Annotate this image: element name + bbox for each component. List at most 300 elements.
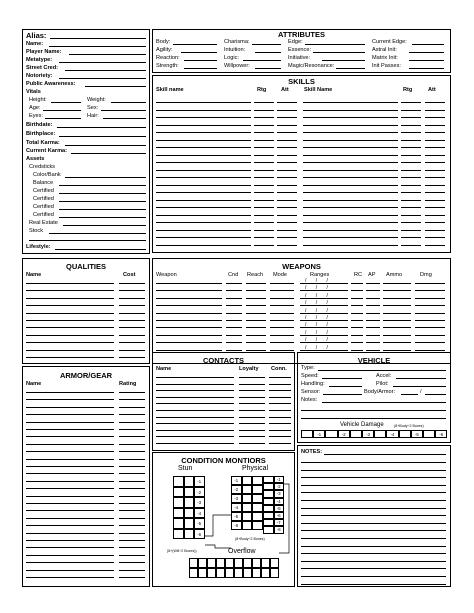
overflow-box[interactable] <box>189 568 198 578</box>
overflow-box[interactable] <box>216 558 225 568</box>
vehicle-damage-box[interactable] <box>374 430 386 438</box>
weapon-cnd-field[interactable] <box>226 320 242 321</box>
weapon-ammo-field[interactable] <box>383 350 411 351</box>
weapon-rc-field[interactable] <box>351 313 363 314</box>
notes-line[interactable] <box>301 576 446 577</box>
physical-box[interactable]: -8 <box>274 526 285 533</box>
skill-name-field-right[interactable] <box>303 125 398 126</box>
skill-att-field-right[interactable] <box>425 155 445 156</box>
attribute-field[interactable] <box>305 44 366 45</box>
overflow-box[interactable] <box>207 568 216 578</box>
quality-cost-field[interactable] <box>119 313 145 314</box>
contact-conn-field[interactable] <box>269 430 291 431</box>
skill-name-field-right[interactable] <box>303 140 398 141</box>
physical-box[interactable]: -7 <box>274 519 285 526</box>
street-cred-field[interactable] <box>65 70 146 71</box>
attribute-field[interactable] <box>255 52 281 53</box>
vehicle-damage-box[interactable] <box>399 430 411 438</box>
weapon-mode-field[interactable] <box>270 335 294 336</box>
overflow-box[interactable] <box>243 568 252 578</box>
weapon-reach-field[interactable] <box>246 313 266 314</box>
armor-name-field[interactable] <box>26 466 114 467</box>
vehicle-handling-field[interactable] <box>329 386 362 387</box>
weapon-dmg-field[interactable] <box>415 350 445 351</box>
certified-field[interactable] <box>59 193 146 194</box>
skill-att-field[interactable] <box>277 102 297 103</box>
skill-rtg-field-right[interactable] <box>401 177 421 178</box>
weapon-ranges-line[interactable] <box>300 298 348 299</box>
weapon-ap-field[interactable] <box>366 290 380 291</box>
attribute-field[interactable] <box>409 60 444 61</box>
contact-conn-field[interactable] <box>269 390 291 391</box>
armor-name-field[interactable] <box>26 451 114 452</box>
skill-name-field[interactable] <box>156 117 251 118</box>
certified-field[interactable] <box>59 217 146 218</box>
quality-name-field[interactable] <box>26 313 114 314</box>
stun-box[interactable]: -5 <box>194 518 205 529</box>
skill-name-field-right[interactable] <box>303 110 398 111</box>
sex-field[interactable] <box>101 110 146 111</box>
weapon-ranges-field[interactable]: / / / <box>305 322 332 329</box>
physical-box[interactable]: -4 <box>274 498 285 505</box>
attribute-field[interactable] <box>181 52 217 53</box>
armor-name-field[interactable] <box>26 459 114 460</box>
weapon-reach-field[interactable] <box>246 305 266 306</box>
attribute-field[interactable] <box>313 52 365 53</box>
weapon-rc-field[interactable] <box>351 350 363 351</box>
weapon-name-field[interactable] <box>156 335 222 336</box>
weapon-ranges-line[interactable] <box>300 283 348 284</box>
notes-line[interactable] <box>301 538 446 539</box>
vehicle-body-field[interactable] <box>401 394 418 395</box>
physical-box[interactable]: -2 <box>231 485 242 494</box>
weapon-ranges-field[interactable]: / / / <box>305 278 332 284</box>
weapon-dmg-field[interactable] <box>415 298 445 299</box>
attribute-field[interactable] <box>409 68 444 69</box>
physical-box[interactable]: -3 <box>274 490 285 497</box>
skill-att-field-right[interactable] <box>425 237 445 238</box>
skill-name-field-right[interactable] <box>303 185 398 186</box>
skill-name-field[interactable] <box>156 140 251 141</box>
skill-rtg-field[interactable] <box>254 117 274 118</box>
armor-name-field[interactable] <box>26 473 114 474</box>
skill-rtg-field[interactable] <box>254 162 274 163</box>
weapon-ap-field[interactable] <box>366 342 380 343</box>
skill-name-field[interactable] <box>156 200 251 201</box>
overflow-box[interactable] <box>252 568 261 578</box>
quality-name-field[interactable] <box>26 327 114 328</box>
weapon-reach-field[interactable] <box>246 335 266 336</box>
notes-line[interactable] <box>301 508 446 509</box>
weapon-rc-field[interactable] <box>351 327 363 328</box>
weapon-ranges-line[interactable] <box>300 290 348 291</box>
birthplace-field[interactable] <box>59 136 146 137</box>
vehicle-notes-field[interactable] <box>301 418 446 419</box>
quality-cost-field[interactable] <box>119 327 145 328</box>
skill-rtg-field-right[interactable] <box>401 200 421 201</box>
vehicle-damage-box[interactable]: -2 <box>338 430 350 438</box>
vehicle-speed-field[interactable] <box>322 378 362 379</box>
armor-rating-field[interactable] <box>119 429 145 430</box>
skill-name-field-right[interactable] <box>303 102 398 103</box>
notes-line[interactable] <box>301 485 446 486</box>
weapon-ammo-field[interactable] <box>383 313 411 314</box>
skill-att-field-right[interactable] <box>425 140 445 141</box>
armor-name-field[interactable] <box>26 547 114 548</box>
weapon-mode-field[interactable] <box>270 298 294 299</box>
weapon-ranges-line[interactable] <box>300 327 348 328</box>
quality-cost-field[interactable] <box>119 357 145 358</box>
armor-name-field[interactable] <box>26 392 114 393</box>
skill-att-field-right[interactable] <box>425 185 445 186</box>
total-karma-field[interactable] <box>65 145 146 146</box>
weapon-dmg-field[interactable] <box>415 320 445 321</box>
contact-conn-field[interactable] <box>269 403 291 404</box>
vehicle-notes-field[interactable] <box>322 402 446 403</box>
vehicle-damage-box[interactable] <box>423 430 435 438</box>
notes-line[interactable] <box>301 470 446 471</box>
overflow-box[interactable] <box>270 568 279 578</box>
quality-name-field[interactable] <box>26 350 114 351</box>
contact-name-field[interactable] <box>156 443 234 444</box>
armor-rating-field[interactable] <box>119 510 145 511</box>
contact-loyalty-field[interactable] <box>239 430 265 431</box>
attribute-field[interactable] <box>243 60 281 61</box>
skill-name-field[interactable] <box>156 162 251 163</box>
stun-box[interactable]: -6 <box>194 529 205 540</box>
contact-conn-field[interactable] <box>269 410 291 411</box>
skill-name-field-right[interactable] <box>303 207 398 208</box>
armor-name-field[interactable] <box>26 577 114 578</box>
contact-conn-field[interactable] <box>269 423 291 424</box>
overflow-box[interactable] <box>261 568 270 578</box>
armor-rating-field[interactable] <box>119 533 145 534</box>
skill-att-field[interactable] <box>277 125 297 126</box>
skill-rtg-field-right[interactable] <box>401 207 421 208</box>
notes-line[interactable] <box>301 492 446 493</box>
overflow-box[interactable] <box>198 558 207 568</box>
weapon-ranges-line[interactable] <box>300 342 348 343</box>
weapon-dmg-field[interactable] <box>415 335 445 336</box>
skill-rtg-field[interactable] <box>254 237 274 238</box>
stock-field[interactable] <box>49 233 146 234</box>
skill-att-field[interactable] <box>277 215 297 216</box>
armor-rating-field[interactable] <box>119 481 145 482</box>
stun-box[interactable]: -2 <box>194 487 205 498</box>
skill-rtg-field[interactable] <box>254 170 274 171</box>
lifestyle-field[interactable] <box>55 249 146 250</box>
skill-att-field[interactable] <box>277 237 297 238</box>
skill-att-field[interactable] <box>277 110 297 111</box>
weapon-rc-field[interactable] <box>351 298 363 299</box>
overflow-box[interactable] <box>207 558 216 568</box>
contact-loyalty-field[interactable] <box>239 443 265 444</box>
skill-name-field[interactable] <box>156 230 251 231</box>
armor-name-field[interactable] <box>26 533 114 534</box>
contact-name-field[interactable] <box>156 410 234 411</box>
skill-rtg-field-right[interactable] <box>401 155 421 156</box>
overflow-box[interactable] <box>225 558 234 568</box>
skill-name-field-right[interactable] <box>303 170 398 171</box>
armor-name-field[interactable] <box>26 496 114 497</box>
skill-name-field[interactable] <box>156 222 251 223</box>
metatype-field[interactable] <box>59 62 146 63</box>
skill-att-field-right[interactable] <box>425 230 445 231</box>
physical-box[interactable]: -3 <box>231 494 242 503</box>
attribute-field[interactable] <box>409 52 444 53</box>
armor-rating-field[interactable] <box>119 562 145 563</box>
skill-rtg-field[interactable] <box>254 207 274 208</box>
weapon-reach-field[interactable] <box>246 320 266 321</box>
notes-line[interactable] <box>301 584 446 585</box>
vehicle-pilot-field[interactable] <box>393 386 446 387</box>
skill-rtg-field-right[interactable] <box>401 102 421 103</box>
attribute-field[interactable] <box>184 68 217 69</box>
overflow-box[interactable] <box>234 558 243 568</box>
skill-name-field[interactable] <box>156 102 251 103</box>
armor-rating-field[interactable] <box>119 525 145 526</box>
weapon-ap-field[interactable] <box>366 327 380 328</box>
weapon-ap-field[interactable] <box>366 298 380 299</box>
skill-att-field-right[interactable] <box>425 200 445 201</box>
weapon-ammo-field[interactable] <box>383 320 411 321</box>
physical-box[interactable]: -5 <box>274 505 285 512</box>
skill-rtg-field-right[interactable] <box>401 140 421 141</box>
quality-name-field[interactable] <box>26 335 114 336</box>
armor-name-field[interactable] <box>26 481 114 482</box>
skill-name-field[interactable] <box>156 155 251 156</box>
skill-rtg-field-right[interactable] <box>401 245 421 246</box>
weapon-rc-field[interactable] <box>351 320 363 321</box>
weapon-rc-field[interactable] <box>351 305 363 306</box>
skill-name-field-right[interactable] <box>303 147 398 148</box>
skill-name-field[interactable] <box>156 132 251 133</box>
weapon-dmg-field[interactable] <box>415 342 445 343</box>
armor-rating-field[interactable] <box>119 407 145 408</box>
weapon-rc-field[interactable] <box>351 283 363 284</box>
skill-rtg-field-right[interactable] <box>401 230 421 231</box>
contact-conn-field[interactable] <box>269 397 291 398</box>
skill-att-field-right[interactable] <box>425 170 445 171</box>
attribute-field[interactable] <box>255 68 281 69</box>
certified-field[interactable] <box>59 201 146 202</box>
quality-cost-field[interactable] <box>119 342 145 343</box>
vehicle-damage-box[interactable]: -6 <box>435 430 447 438</box>
armor-name-field[interactable] <box>26 444 114 445</box>
overflow-box[interactable] <box>243 558 252 568</box>
quality-cost-field[interactable] <box>119 298 145 299</box>
contact-name-field[interactable] <box>156 417 234 418</box>
weapon-mode-field[interactable] <box>270 350 294 351</box>
skill-rtg-field[interactable] <box>254 185 274 186</box>
quality-name-field[interactable] <box>26 283 114 284</box>
physical-box[interactable]: -1 <box>274 476 285 483</box>
weapon-dmg-field[interactable] <box>415 290 445 291</box>
armor-rating-field[interactable] <box>119 414 145 415</box>
quality-cost-field[interactable] <box>119 335 145 336</box>
contact-name-field[interactable] <box>156 430 234 431</box>
stun-box[interactable]: -4 <box>194 508 205 519</box>
armor-name-field[interactable] <box>26 570 114 571</box>
weapon-dmg-field[interactable] <box>415 313 445 314</box>
weapon-ranges-line[interactable] <box>300 313 348 314</box>
weight-field[interactable] <box>111 102 146 103</box>
weapon-rc-field[interactable] <box>351 290 363 291</box>
armor-rating-field[interactable] <box>119 399 145 400</box>
weapon-ap-field[interactable] <box>366 320 380 321</box>
skill-att-field-right[interactable] <box>425 192 445 193</box>
notes-line[interactable] <box>301 546 446 547</box>
color-bank-field[interactable] <box>65 177 146 178</box>
armor-rating-field[interactable] <box>119 488 145 489</box>
weapon-rc-field[interactable] <box>351 342 363 343</box>
alias-field[interactable] <box>50 38 146 39</box>
weapon-name-field[interactable] <box>156 350 222 351</box>
weapon-name-field[interactable] <box>156 298 222 299</box>
vehicle-armor-field[interactable] <box>425 394 446 395</box>
armor-rating-field[interactable] <box>119 473 145 474</box>
weapon-mode-field[interactable] <box>270 313 294 314</box>
weapon-reach-field[interactable] <box>246 342 266 343</box>
skill-rtg-field-right[interactable] <box>401 117 421 118</box>
weapon-cnd-field[interactable] <box>226 335 242 336</box>
weapon-mode-field[interactable] <box>270 305 294 306</box>
skill-rtg-field[interactable] <box>254 125 274 126</box>
armor-rating-field[interactable] <box>119 540 145 541</box>
armor-rating-field[interactable] <box>119 392 145 393</box>
weapon-name-field[interactable] <box>156 290 222 291</box>
skill-att-field-right[interactable] <box>425 222 445 223</box>
armor-name-field[interactable] <box>26 518 114 519</box>
contact-loyalty-field[interactable] <box>239 390 265 391</box>
weapon-ranges-line[interactable] <box>300 350 348 351</box>
certified-field[interactable] <box>59 209 146 210</box>
skill-rtg-field-right[interactable] <box>401 215 421 216</box>
skill-rtg-field[interactable] <box>254 132 274 133</box>
notes-line[interactable] <box>301 561 446 562</box>
weapon-name-field[interactable] <box>156 342 222 343</box>
skill-att-field[interactable] <box>277 170 297 171</box>
skill-name-field-right[interactable] <box>303 155 398 156</box>
skill-att-field-right[interactable] <box>425 207 445 208</box>
vehicle-damage-box[interactable]: -1 <box>313 430 325 438</box>
skill-rtg-field[interactable] <box>254 245 274 246</box>
skill-att-field-right[interactable] <box>425 245 445 246</box>
armor-name-field[interactable] <box>26 422 114 423</box>
age-field[interactable] <box>43 110 81 111</box>
physical-box[interactable]: -1 <box>231 476 242 485</box>
skill-att-field[interactable] <box>277 140 297 141</box>
weapon-name-field[interactable] <box>156 305 222 306</box>
stock-field-extra[interactable] <box>29 240 146 241</box>
weapon-ap-field[interactable] <box>366 313 380 314</box>
armor-rating-field[interactable] <box>119 466 145 467</box>
weapon-ranges-field[interactable]: / / / <box>305 315 332 321</box>
vehicle-damage-box[interactable] <box>350 430 362 438</box>
armor-name-field[interactable] <box>26 503 114 504</box>
contact-conn-field[interactable] <box>269 443 291 444</box>
armor-name-field[interactable] <box>26 525 114 526</box>
weapon-rc-field[interactable] <box>351 335 363 336</box>
weapon-cnd-field[interactable] <box>226 290 242 291</box>
vehicle-accel-field[interactable] <box>396 378 446 379</box>
skill-name-field-right[interactable] <box>303 230 398 231</box>
weapon-ranges-field[interactable]: / / / <box>305 307 332 314</box>
name-field[interactable] <box>49 46 146 47</box>
weapon-name-field[interactable] <box>156 283 222 284</box>
weapon-ammo-field[interactable] <box>383 298 411 299</box>
overflow-box[interactable] <box>189 558 198 568</box>
height-field[interactable] <box>51 102 81 103</box>
vehicle-notes-field[interactable] <box>301 410 446 411</box>
armor-name-field[interactable] <box>26 540 114 541</box>
weapon-ranges-line[interactable] <box>300 335 348 336</box>
weapon-ranges-field[interactable]: / / / <box>305 329 332 336</box>
contact-conn-field[interactable] <box>269 436 291 437</box>
skill-att-field-right[interactable] <box>425 177 445 178</box>
current-karma-field[interactable] <box>71 153 146 154</box>
armor-rating-field[interactable] <box>119 547 145 548</box>
weapon-cnd-field[interactable] <box>226 350 242 351</box>
armor-name-field[interactable] <box>26 399 114 400</box>
armor-name-field[interactable] <box>26 510 114 511</box>
weapon-ap-field[interactable] <box>366 283 380 284</box>
physical-box[interactable]: -2 <box>274 483 285 490</box>
contact-conn-field[interactable] <box>269 377 291 378</box>
skill-rtg-field-right[interactable] <box>401 162 421 163</box>
skill-rtg-field[interactable] <box>254 222 274 223</box>
skill-name-field[interactable] <box>156 185 251 186</box>
weapon-mode-field[interactable] <box>270 290 294 291</box>
quality-name-field[interactable] <box>26 305 114 306</box>
skill-rtg-field-right[interactable] <box>401 125 421 126</box>
quality-name-field[interactable] <box>26 298 114 299</box>
skill-name-field-right[interactable] <box>303 237 398 238</box>
vehicle-damage-box[interactable] <box>301 430 313 438</box>
skill-name-field-right[interactable] <box>303 132 398 133</box>
weapon-dmg-field[interactable] <box>415 283 445 284</box>
notes-line[interactable] <box>301 530 446 531</box>
armor-rating-field[interactable] <box>119 555 145 556</box>
skill-name-field[interactable] <box>156 147 251 148</box>
skill-att-field-right[interactable] <box>425 125 445 126</box>
weapon-ammo-field[interactable] <box>383 327 411 328</box>
overflow-box[interactable] <box>216 568 225 578</box>
armor-rating-field[interactable] <box>119 422 145 423</box>
armor-name-field[interactable] <box>26 555 114 556</box>
armor-name-field[interactable] <box>26 414 114 415</box>
weapon-ammo-field[interactable] <box>383 283 411 284</box>
skill-name-field-right[interactable] <box>303 222 398 223</box>
weapon-ammo-field[interactable] <box>383 342 411 343</box>
contact-name-field[interactable] <box>156 397 234 398</box>
overflow-box[interactable] <box>234 568 243 578</box>
skill-rtg-field-right[interactable] <box>401 170 421 171</box>
quality-cost-field[interactable] <box>119 283 145 284</box>
weapon-reach-field[interactable] <box>246 327 266 328</box>
skill-name-field[interactable] <box>156 245 251 246</box>
quality-cost-field[interactable] <box>119 350 145 351</box>
weapon-ap-field[interactable] <box>366 305 380 306</box>
real-estate-field[interactable] <box>63 225 146 226</box>
quality-name-field[interactable] <box>26 290 114 291</box>
skill-rtg-field-right[interactable] <box>401 192 421 193</box>
armor-rating-field[interactable] <box>119 518 145 519</box>
skill-att-field[interactable] <box>277 117 297 118</box>
quality-name-field[interactable] <box>26 342 114 343</box>
skill-name-field-right[interactable] <box>303 162 398 163</box>
weapon-cnd-field[interactable] <box>226 327 242 328</box>
